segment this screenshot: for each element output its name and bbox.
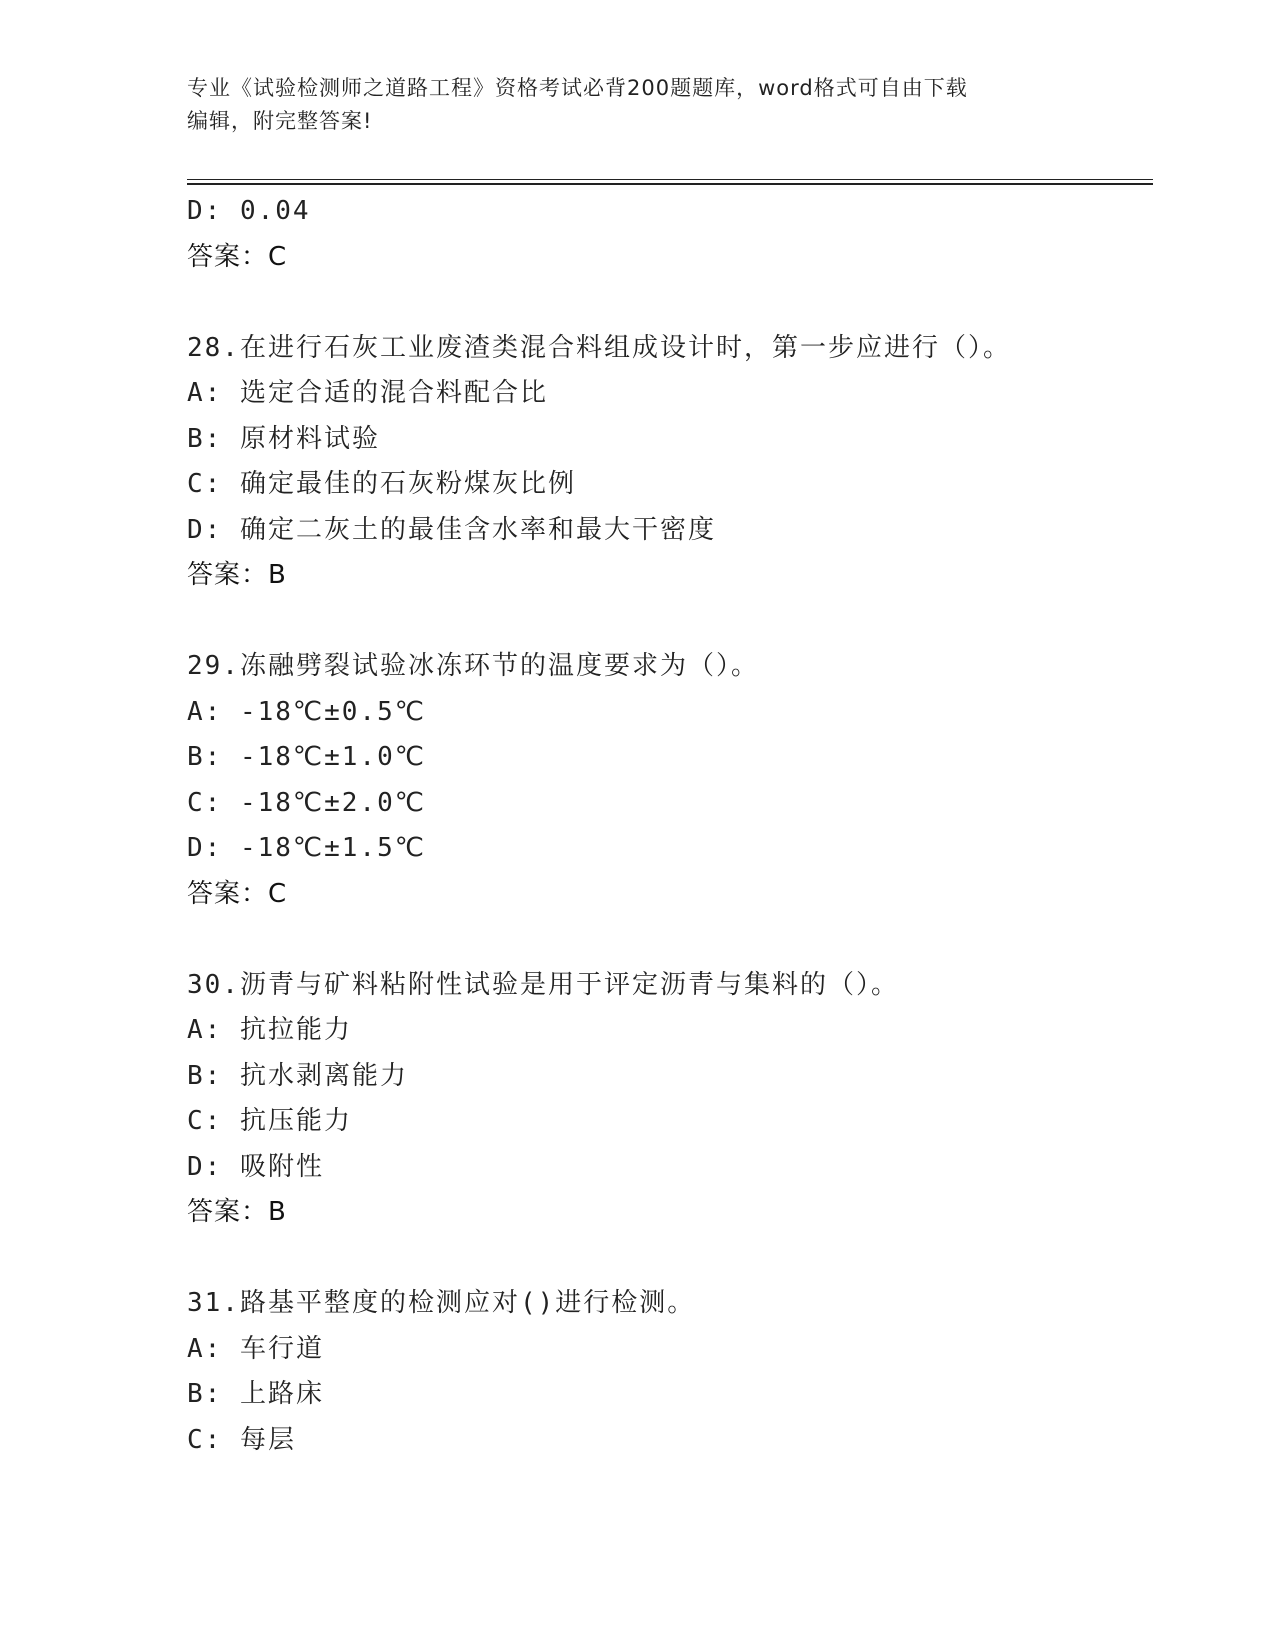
option-b: B: 抗水剥离能力	[187, 1060, 408, 1091]
header-title-line-2: 编辑，附完整答案!	[187, 109, 373, 133]
previous-question-tail	[187, 189, 1153, 280]
option-d: D: 吸附性	[187, 1151, 324, 1182]
option-c: C: 每层	[187, 1424, 296, 1455]
question-28	[187, 326, 1153, 599]
question-list	[187, 189, 1153, 1463]
option-a: A: 车行道	[187, 1333, 324, 1364]
option-d: D: 0.04	[187, 196, 311, 226]
header-divider-thick	[187, 183, 1153, 185]
question-stem: 30.沥青与矿料粘附性试验是用于评定沥青与集料的（）。	[187, 969, 899, 1000]
option-d: D: 确定二灰土的最佳含水率和最大干密度	[187, 514, 716, 545]
question-30	[187, 963, 1153, 1236]
document-header	[187, 72, 1087, 138]
option-d: D: -18℃±1.5℃	[187, 833, 426, 863]
option-c: C: 抗压能力	[187, 1106, 352, 1136]
question-stem: 31.路基平整度的检测应对()进行检测。	[187, 1288, 696, 1318]
question-29	[187, 644, 1153, 917]
option-a: A: 抗拉能力	[187, 1015, 352, 1045]
option-a: A: -18℃±0.5℃	[187, 696, 426, 727]
answer-line: 答案：B	[187, 1197, 287, 1227]
option-b: B: -18℃±1.0℃	[187, 742, 426, 772]
spacer	[187, 280, 1153, 326]
option-a: A: 选定合适的混合料配合比	[187, 378, 548, 408]
question-31	[187, 1281, 1153, 1463]
spacer	[187, 1236, 1153, 1282]
option-c: C: 确定最佳的石灰粉煤灰比例	[187, 469, 576, 499]
option-b: B: 上路床	[187, 1379, 324, 1409]
option-b: B: 原材料试验	[187, 423, 380, 454]
question-stem: 29.冻融劈裂试验冰冻环节的温度要求为（）。	[187, 651, 759, 681]
answer-line: 答案：C	[187, 241, 288, 272]
header-divider-thin	[187, 179, 1153, 180]
spacer	[187, 917, 1153, 963]
question-stem: 28.在进行石灰工业废渣类混合料组成设计时，第一步应进行（）。	[187, 332, 1011, 363]
spacer	[187, 599, 1153, 645]
answer-line: 答案：B	[187, 560, 287, 590]
option-c: C: -18℃±2.0℃	[187, 787, 426, 818]
header-title-line-1: 专业《试验检测师之道路工程》资格考试必背200题题库，word格式可自由下载	[187, 76, 968, 100]
answer-line: 答案：C	[187, 878, 288, 909]
